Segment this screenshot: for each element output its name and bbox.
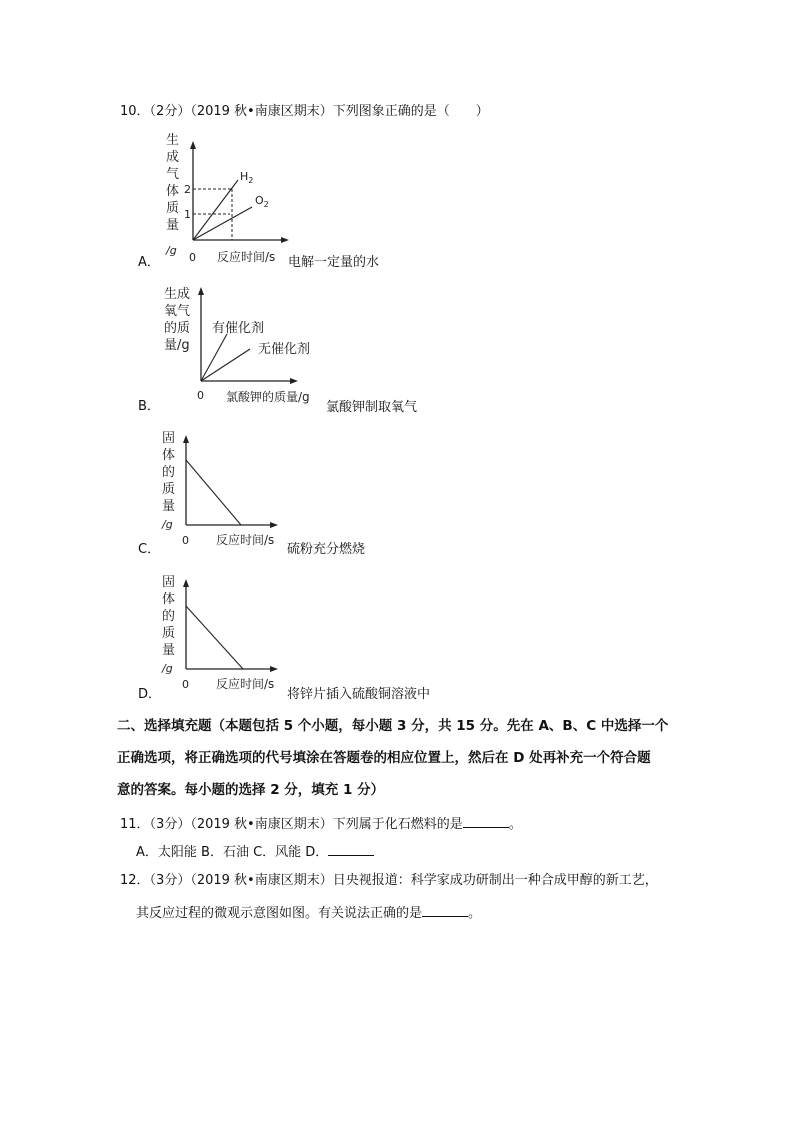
q10-chart-c <box>158 428 288 553</box>
chart-a-tick-2: 2 <box>184 183 191 196</box>
q10-chart-d <box>158 572 288 697</box>
chart-b-ylabel-4: 量/g <box>164 338 190 353</box>
chart-b-catalyst-label: 有催化剂 <box>212 321 265 336</box>
chart-d-x-arrow <box>270 666 278 672</box>
chart-a-yunit: /g <box>166 244 177 257</box>
chart-a-y-arrow <box>190 141 196 149</box>
q12-line-1: 12．（3分）（2019 秋•南康区期末）日央视报道：科学家成功研制出一种合成甲醇的新工艺， <box>120 873 658 888</box>
chart-d-y-arrow <box>183 579 189 587</box>
chart-b-catalyst-line <box>201 334 227 381</box>
chart-b-ylabel-3: 的质 <box>164 321 191 336</box>
chart-d-ylabel-2: 体 <box>162 592 176 607</box>
chart-d-ylabel-1: 固 <box>162 575 176 590</box>
q10-option-b-caption: 氯酸钾制取氧气 <box>326 400 418 415</box>
q10-option-a-caption: 电解一定量的水 <box>288 255 380 270</box>
q11-options-row <box>136 843 374 862</box>
chart-b-y-arrow <box>198 287 204 295</box>
chart-c-yunit: /g <box>162 518 173 531</box>
chart-a-ylabel-5: 质 <box>166 201 180 216</box>
chart-b-ylabel-1: 生成 <box>164 287 191 302</box>
q10-option-b-letter: B． <box>138 399 160 414</box>
chart-b-origin: 0 <box>197 389 204 402</box>
q10-chart-a <box>160 130 290 270</box>
chart-c-xlabel: 反应时间/s <box>216 533 275 547</box>
chart-c-x-arrow <box>270 522 278 528</box>
chart-d-ylabel-5: 量 <box>162 643 176 658</box>
chart-a-origin: 0 <box>189 251 196 264</box>
chart-a-ylabel-4: 体 <box>166 184 180 199</box>
q10-option-c-caption: 硫粉充分燃烧 <box>287 542 366 557</box>
section2-line-2: 正确选项，将正确选项的代号填涂在答题卷的相应位置上，然后在 D 处再补充一个符合题 <box>117 750 651 766</box>
chart-a-x-arrow <box>281 237 289 243</box>
chart-c-ylabel-2: 体 <box>162 448 176 463</box>
chart-a-ylabel-6: 量 <box>166 218 180 233</box>
q10-option-d-letter: D． <box>138 687 162 702</box>
chart-a-ylabel-1: 生 <box>166 133 180 148</box>
q11-stem-row <box>120 815 522 834</box>
q12-line-2: 其反应过程的微观示意图如图。有关说法正确的是 <box>136 906 423 921</box>
q10-stem: 10．（2分）（2019 秋•南康区期末）下列图象正确的是（ ） <box>120 104 489 119</box>
q10-option-c-letter: C． <box>138 542 161 557</box>
chart-d-data-line <box>186 606 243 669</box>
chart-a-o2-label: $O_2$ <box>255 194 269 209</box>
q11-options: A．太阳能 B．石油 C．风能 D． <box>136 845 329 860</box>
section2-line-1: 二、选择填充题（本题包括 5 个小题，每小题 3 分，共 15 分。先在 A、B、C 中选择一个 <box>117 718 669 734</box>
q12-answer-blank[interactable] <box>422 904 468 917</box>
q11-option-d-blank[interactable] <box>328 843 374 856</box>
q10-chart-b <box>160 282 330 407</box>
section2-heading <box>117 710 677 806</box>
chart-c-ylabel-4: 质 <box>162 482 176 497</box>
chart-a-xlabel: 反应时间/s <box>217 250 276 264</box>
chart-d-origin: 0 <box>182 678 189 691</box>
chart-b-no-catalyst-line <box>201 349 250 381</box>
chart-c-ylabel-5: 量 <box>162 499 176 514</box>
chart-d-xlabel: 反应时间/s <box>216 677 275 691</box>
q10-option-d-caption: 将锌片插入硫酸铜溶液中 <box>287 687 431 702</box>
chart-c-ylabel-3: 的 <box>162 465 176 480</box>
chart-b-ylabel-2: 氧气 <box>164 304 191 319</box>
chart-c-y-arrow <box>183 435 189 443</box>
chart-a-h2-label: $H_2$ <box>240 170 254 185</box>
chart-c-ylabel-1: 固 <box>162 431 176 446</box>
chart-a-ylabel-2: 成 <box>166 150 180 165</box>
q10-option-a-letter: A． <box>138 255 160 270</box>
chart-a-tick-1: 1 <box>184 208 191 221</box>
chart-d-ylabel-4: 质 <box>162 626 176 641</box>
chart-c-data-line <box>186 460 241 525</box>
chart-c-origin: 0 <box>182 534 189 547</box>
q12-line-2-row <box>136 904 481 923</box>
q11-stem-end: 。 <box>508 817 522 832</box>
chart-b-xlabel: 氯酸钾的质量/g <box>226 390 310 404</box>
chart-d-ylabel-3: 的 <box>162 609 176 624</box>
chart-d-yunit: /g <box>162 662 173 675</box>
q11-stem: 11．（3分）（2019 秋•南康区期末）下列属于化石燃料的是 <box>120 817 463 832</box>
q12-line-2-end: 。 <box>468 906 482 921</box>
q11-answer-blank[interactable] <box>463 815 509 828</box>
section2-line-3: 意的答案。每小题的选择 2 分，填充 1 分） <box>117 782 385 798</box>
chart-b-no-catalyst-label: 无催化剂 <box>258 342 311 357</box>
chart-a-o2-line <box>193 207 252 240</box>
chart-b-x-arrow <box>290 378 298 384</box>
chart-a-ylabel-3: 气 <box>166 167 180 182</box>
